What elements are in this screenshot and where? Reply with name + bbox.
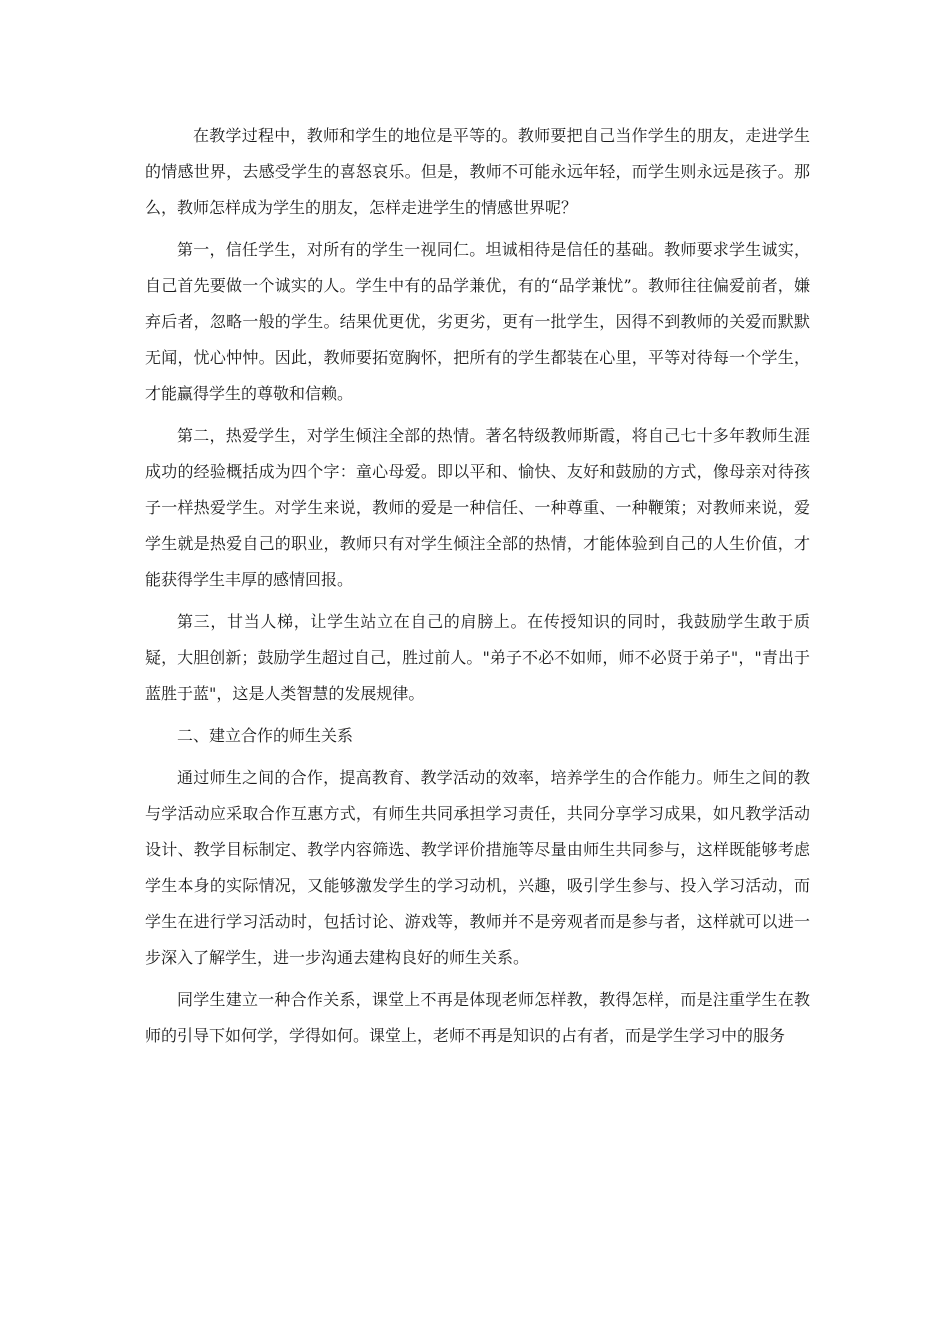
paragraph-trust-students: 第一，信任学生，对所有的学生一视同仁。坦诚相待是信任的基础。教师要求学生诚实，自己首先要做一个诚实的人。学生中有的品学兼优，有的“品学兼忧”。教师往往偏爱前者，嫌弃后者，忽略一般的学生。结果优更优，劣更劣，更有一批学生，因得不到教师的关爱而默默无闻，忧心忡忡。因此，教师要拓宽胸怀，把所有的学生都装在心里，平等对待每一个学生，才能赢得学生的尊敬和信赖。 (145, 240, 810, 403)
paragraph-cooperation: 通过师生之间的合作，提高教育、教学活动的效率，培养学生的合作能力。师生之间的教与学活动应采取合作互惠方式，有师生共同承担学习责任，共同分享学习成果，如凡教学活动设计、教学目标制定、教学内容筛选、教学评价措施等尽量由师生共同参与，这样既能够考虑学生本身的实际情况，又能够激发学生的学习动机，兴趣，吸引学生参与、投入学习活动，而学生在进行学习活动时，包括讨论、游戏等，教师并不是旁观者而是参与者，这样就可以进一步深入了解学生，进一步沟通去建构良好的师生关系。 (145, 768, 810, 967)
paragraph-human-ladder: 第三，甘当人梯，让学生站立在自己的肩膀上。在传授知识的同时，我鼓励学生敢于质疑，大胆创新；鼓励学生超过自己，胜过前人。"弟子不必不如师，师不必贤于弟子"，"青出于蓝胜于蓝"，这是人类智慧的发展规律。 (145, 612, 810, 703)
section-heading-cooperation: 二、建立合作的师生关系 (177, 726, 354, 745)
paragraph-love-students: 第二，热爱学生，对学生倾注全部的热情。著名特级教师斯霞，将自己七十多年教师生涯成功的经验概括成为四个字：童心母爱。即以平和、愉快、友好和鼓励的方式，像母亲对待孩子一样热爱学生。对学生来说，教师的爱是一种信任、一种尊重、一种鞭策；对教师来说，爱学生就是热爱自己的职业，教师只有对学生倾注全部的热情，才能体验到自己的人生价值，才能获得学生丰厚的感情回报。 (145, 426, 810, 589)
paragraph-cooperative-relationship: 同学生建立一种合作关系，课堂上不再是体现老师怎样教，教得怎样，而是注重学生在教师的引导下如何学，学得如何。课堂上，老师不再是知识的占有者，而是学生学习中的服务 (145, 990, 810, 1045)
document-body (145, 118, 810, 1060)
paragraph-intro: 在教学过程中，教师和学生的地位是平等的。教师要把自己当作学生的朋友，走进学生的情感世界，去感受学生的喜怒哀乐。但是，教师不可能永远年轻，而学生则永远是孩子。那么，教师怎样成为学生的朋友，怎样走进学生的情感世界呢？ (145, 126, 810, 217)
